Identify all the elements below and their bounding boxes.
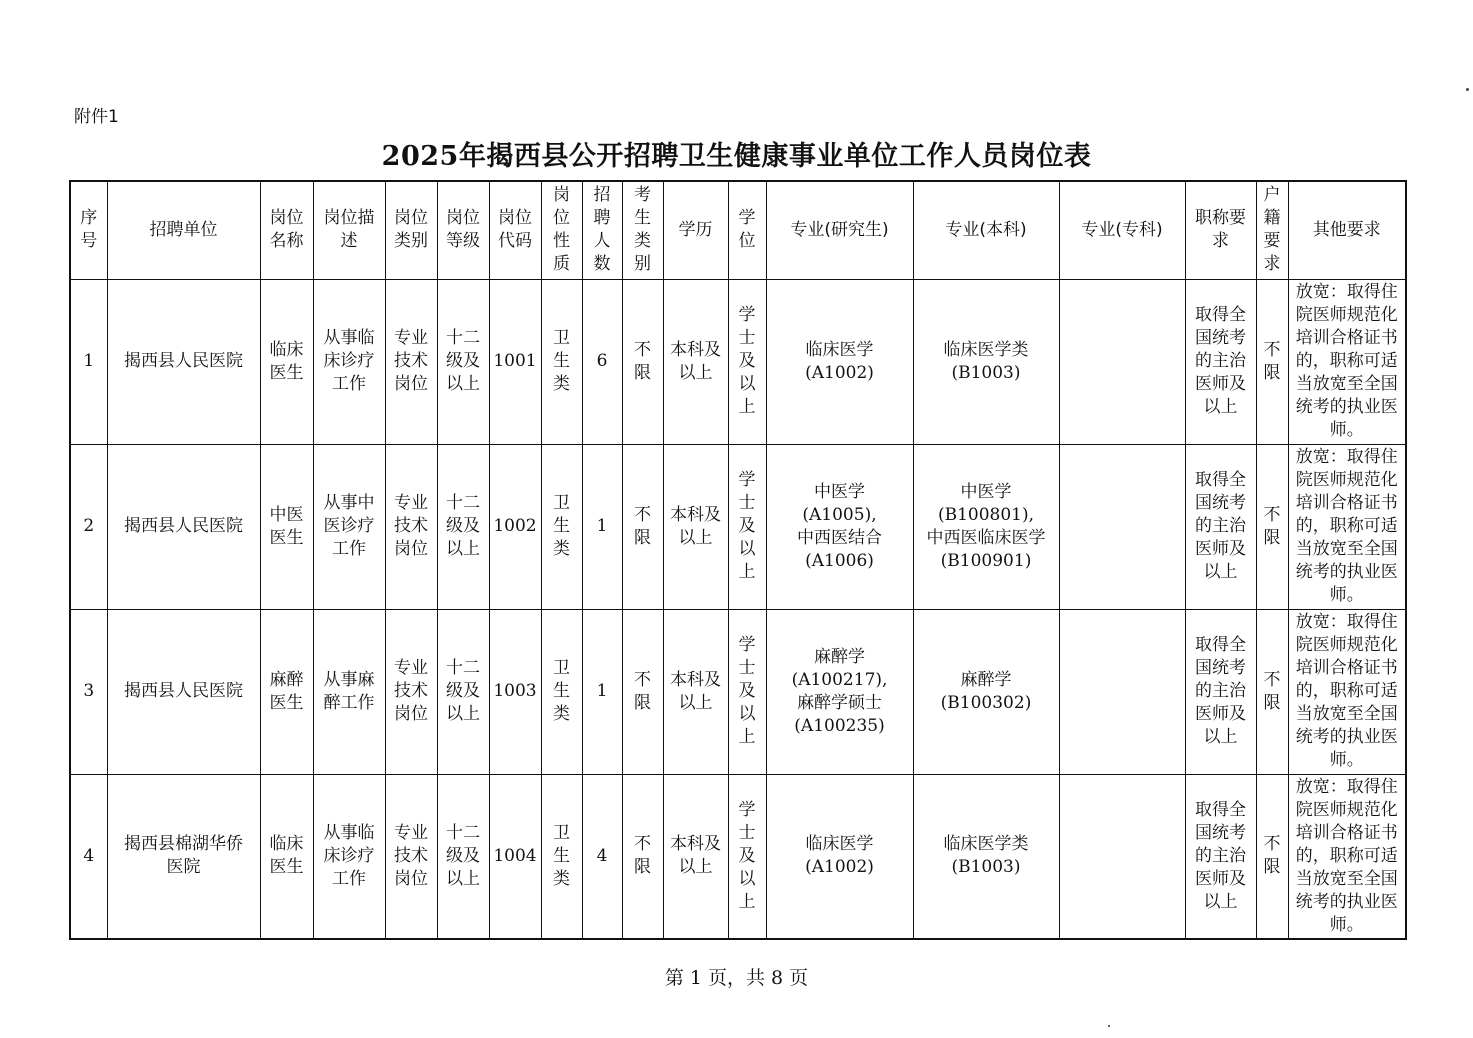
- cell-hukou-req: 不限: [1256, 774, 1288, 939]
- header-post-code: 岗位代码: [489, 181, 541, 279]
- header-title-req: 职称要求: [1185, 181, 1256, 279]
- header-hukou-req: 户籍要求: [1256, 181, 1288, 279]
- cell-post-nature: 卫生类: [541, 774, 582, 939]
- cell-unit: 揭西县棉湖华侨医院: [107, 774, 260, 939]
- cell-other-req: 放宽：取得住院医师规范化培训合格证书的，职称可适当放宽至全国统考的执业医师。: [1288, 444, 1406, 609]
- header-other-req: 其他要求: [1288, 181, 1406, 279]
- cell-post-nature: 卫生类: [541, 609, 582, 774]
- cell-post-name: 临床医生: [260, 774, 313, 939]
- positions-table: [69, 180, 1407, 940]
- header-post-name: 岗位名称: [260, 181, 313, 279]
- cell-post-code: 1004: [489, 774, 541, 939]
- cell-major-grad: 临床医学 (A1002): [766, 774, 913, 939]
- cell-major-junior: [1059, 609, 1185, 774]
- cell-seq: 3: [70, 609, 107, 774]
- cell-post-level: 十二级及以上: [437, 774, 489, 939]
- cell-exam-type: 不限: [622, 444, 663, 609]
- cell-title-req: 取得全国统考的主治医师及以上: [1185, 609, 1256, 774]
- cell-hire-count: 6: [582, 279, 622, 444]
- header-seq: 序号: [70, 181, 107, 279]
- cell-education: 本科及以上: [663, 609, 728, 774]
- header-major-grad: 专业(研究生): [766, 181, 913, 279]
- header-degree: 学位: [728, 181, 766, 279]
- table-row: [70, 279, 1406, 444]
- cell-post-level: 十二级及以上: [437, 444, 489, 609]
- header-post-level: 岗位等级: [437, 181, 489, 279]
- cell-major-bach: 临床医学类 (B1003): [913, 774, 1059, 939]
- cell-education: 本科及以上: [663, 774, 728, 939]
- cell-other-req: 放宽：取得住院医师规范化培训合格证书的，职称可适当放宽至全国统考的执业医师。: [1288, 279, 1406, 444]
- page-title: 2025年揭西县公开招聘卫生健康事业单位工作人员岗位表: [381, 141, 1092, 172]
- header-unit: 招聘单位: [107, 181, 260, 279]
- cell-major-bach: 中医学 (B100801), 中西医临床医学 (B100901): [913, 444, 1059, 609]
- cell-title-req: 取得全国统考的主治医师及以上: [1185, 774, 1256, 939]
- cell-post-level: 十二级及以上: [437, 279, 489, 444]
- cell-unit: 揭西县人民医院: [107, 444, 260, 609]
- cell-seq: 1: [70, 279, 107, 444]
- cell-post-name: 临床医生: [260, 279, 313, 444]
- cell-hukou-req: 不限: [1256, 279, 1288, 444]
- cell-hire-count: 1: [582, 609, 622, 774]
- page-number-footer: 第 1 页，共 8 页: [664, 967, 809, 989]
- header-hire-count: 招聘人数: [582, 181, 622, 279]
- cell-major-grad: 中医学 (A1005), 中西医结合 (A1006): [766, 444, 913, 609]
- cell-degree: 学士及以上: [728, 774, 766, 939]
- cell-major-bach: 麻醉学 (B100302): [913, 609, 1059, 774]
- header-post-type: 岗位类别: [385, 181, 437, 279]
- cell-unit: 揭西县人民医院: [107, 279, 260, 444]
- cell-post-code: 1003: [489, 609, 541, 774]
- header-major-bach: 专业(本科): [913, 181, 1059, 279]
- cell-post-desc: 从事麻醉工作: [313, 609, 385, 774]
- cell-post-desc: 从事临床诊疗工作: [313, 774, 385, 939]
- scan-dot: [1466, 88, 1469, 91]
- cell-unit: 揭西县人民医院: [107, 609, 260, 774]
- cell-exam-type: 不限: [622, 774, 663, 939]
- cell-other-req: 放宽：取得住院医师规范化培训合格证书的，职称可适当放宽至全国统考的执业医师。: [1288, 609, 1406, 774]
- cell-post-name: 中医医生: [260, 444, 313, 609]
- cell-education: 本科及以上: [663, 279, 728, 444]
- cell-degree: 学士及以上: [728, 609, 766, 774]
- cell-major-grad: 麻醉学 (A100217), 麻醉学硕士 (A100235): [766, 609, 913, 774]
- attachment-label: 附件1: [74, 107, 119, 127]
- cell-major-junior: [1059, 774, 1185, 939]
- cell-post-type: 专业技术岗位: [385, 279, 437, 444]
- header-major-junior: 专业(专科): [1059, 181, 1185, 279]
- header-post-desc: 岗位描述: [313, 181, 385, 279]
- cell-post-code: 1001: [489, 279, 541, 444]
- cell-seq: 4: [70, 774, 107, 939]
- cell-major-junior: [1059, 444, 1185, 609]
- cell-title-req: 取得全国统考的主治医师及以上: [1185, 279, 1256, 444]
- cell-major-junior: [1059, 279, 1185, 444]
- header-row: [70, 181, 1406, 279]
- cell-major-bach: 临床医学类 (B1003): [913, 279, 1059, 444]
- header-exam-type: 考生类别: [622, 181, 663, 279]
- cell-degree: 学士及以上: [728, 279, 766, 444]
- scan-dot: [1108, 1025, 1110, 1027]
- cell-title-req: 取得全国统考的主治医师及以上: [1185, 444, 1256, 609]
- cell-post-type: 专业技术岗位: [385, 444, 437, 609]
- cell-post-type: 专业技术岗位: [385, 774, 437, 939]
- cell-exam-type: 不限: [622, 609, 663, 774]
- cell-post-desc: 从事中医诊疗工作: [313, 444, 385, 609]
- cell-post-level: 十二级及以上: [437, 609, 489, 774]
- cell-hukou-req: 不限: [1256, 609, 1288, 774]
- cell-post-type: 专业技术岗位: [385, 609, 437, 774]
- table-row: [70, 444, 1406, 609]
- cell-hire-count: 1: [582, 444, 622, 609]
- cell-other-req: 放宽：取得住院医师规范化培训合格证书的，职称可适当放宽至全国统考的执业医师。: [1288, 774, 1406, 939]
- cell-seq: 2: [70, 444, 107, 609]
- header-post-nature: 岗位性质: [541, 181, 582, 279]
- cell-hukou-req: 不限: [1256, 444, 1288, 609]
- table-row: [70, 774, 1406, 939]
- cell-exam-type: 不限: [622, 279, 663, 444]
- cell-post-nature: 卫生类: [541, 444, 582, 609]
- cell-major-grad: 临床医学 (A1002): [766, 279, 913, 444]
- header-education: 学历: [663, 181, 728, 279]
- cell-post-name: 麻醉医生: [260, 609, 313, 774]
- table-row: [70, 609, 1406, 774]
- cell-degree: 学士及以上: [728, 444, 766, 609]
- cell-post-nature: 卫生类: [541, 279, 582, 444]
- cell-post-code: 1002: [489, 444, 541, 609]
- cell-education: 本科及以上: [663, 444, 728, 609]
- cell-hire-count: 4: [582, 774, 622, 939]
- cell-post-desc: 从事临床诊疗工作: [313, 279, 385, 444]
